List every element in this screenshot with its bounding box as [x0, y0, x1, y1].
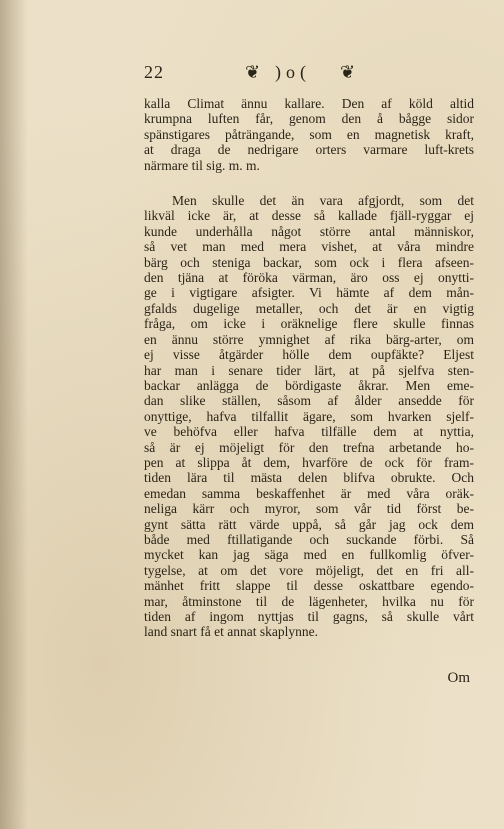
- paragraph-gap: [144, 173, 474, 193]
- text-line: pen at slippa åt dem, hvarföre de ock för fram-: [144, 454, 474, 470]
- text-line: mar, åtminstone til de lägenheter, hvilka nu för: [144, 593, 474, 609]
- header-mark: )o(: [275, 62, 311, 82]
- text-line: så vet man med mera vishet, at våra mindre: [144, 239, 474, 255]
- text-line: närmare til sig. m. m.: [144, 157, 260, 173]
- text-line: neliga kärr och myror, som vår tid först be-: [144, 501, 474, 517]
- text-line: onyttige, hafva tilfallit ägare, som hvarken sjelf-: [144, 408, 474, 424]
- body-text: [144, 96, 474, 640]
- text-line: har man i senare tider lärt, at på sjelfva sten-: [144, 362, 474, 378]
- text-line: både med ftillatigande och suckande förbi. Så: [144, 531, 474, 547]
- text-line: likväl icke är, at desse så kallade fjäll-ryggar ej: [144, 208, 474, 224]
- text-line: ej vissе åtgärder hölle dem oupfäkte? Eljest: [144, 347, 474, 363]
- text-line: emedan samma beskaffenhet är med våra oräk-: [144, 485, 474, 501]
- page-number: 22: [144, 62, 164, 82]
- text-line: ve behöfva eller hafva tilfälle dem at nyttia,: [144, 424, 474, 440]
- text-line: fråga, om icke i oräknelige flere skulle finnas: [144, 316, 474, 332]
- text-line: backar anlägga de bördigaste åkrar. Men eme-: [144, 377, 474, 393]
- shell-ornament-icon: ❦: [340, 62, 356, 82]
- text-line: bärg och stenigа backar, som ock i flera afseen-: [144, 254, 474, 270]
- text-line: en ännu större ymnighet af rika bärg-arter, om: [144, 331, 474, 347]
- binding-shadow: [0, 0, 28, 829]
- text-line: mycket kan jag säga med en fullkomlig öfver-: [144, 547, 474, 563]
- text-line: spänstigares påträngande, som en magnetisk kraft,: [144, 126, 474, 142]
- text-line: tygelse, at om det vore möjeligt, det en fri all-: [144, 562, 474, 578]
- text-line: krumpna luften får, genom den å bågge sidor: [144, 111, 474, 127]
- paragraph-2: [144, 193, 474, 640]
- text-line: land snart få et annat skaplynne.: [144, 624, 318, 640]
- shell-ornament-icon: ❦: [245, 62, 261, 82]
- text-line: mänhet fritt slappe til desse oskattbare egendo-: [144, 578, 474, 594]
- page-header: [140, 62, 380, 86]
- text-line: kunde underhålla något större antal människor,: [144, 223, 474, 239]
- text-line: kalla Climat ännu kallare. Den af köld altid: [144, 96, 474, 111]
- text-line: så är ej möjeligt för den trefna arbetande ho-: [144, 439, 474, 455]
- text-line: gynt sätta rätt värde uppå, så går jag ock dem: [144, 516, 474, 532]
- text-line: gfalds dugelige metaller, och det är en vigtig: [144, 300, 474, 316]
- text-line: at draga de nedrigare orters varmare luft-krets: [144, 142, 474, 158]
- text-line: Men skulle det än vara afgjordt, som det: [172, 193, 474, 209]
- catchword: Om: [447, 670, 470, 686]
- text-line: tiden lära til mästa delen blifva obrukte. Och: [144, 470, 474, 486]
- text-line: tiden af ingom nyttjas til gagns, så skulle vårt: [144, 609, 474, 624]
- text-line: ge i vigtigare afsigter. Vi hämte af dem mån-: [144, 285, 474, 301]
- paragraph-1: [144, 96, 474, 173]
- text-line: dan slike ställen, såsom af ålder ansedde för: [144, 393, 474, 409]
- text-line: den tjäna at föröka värman, äro oss ej onytti-: [144, 270, 474, 286]
